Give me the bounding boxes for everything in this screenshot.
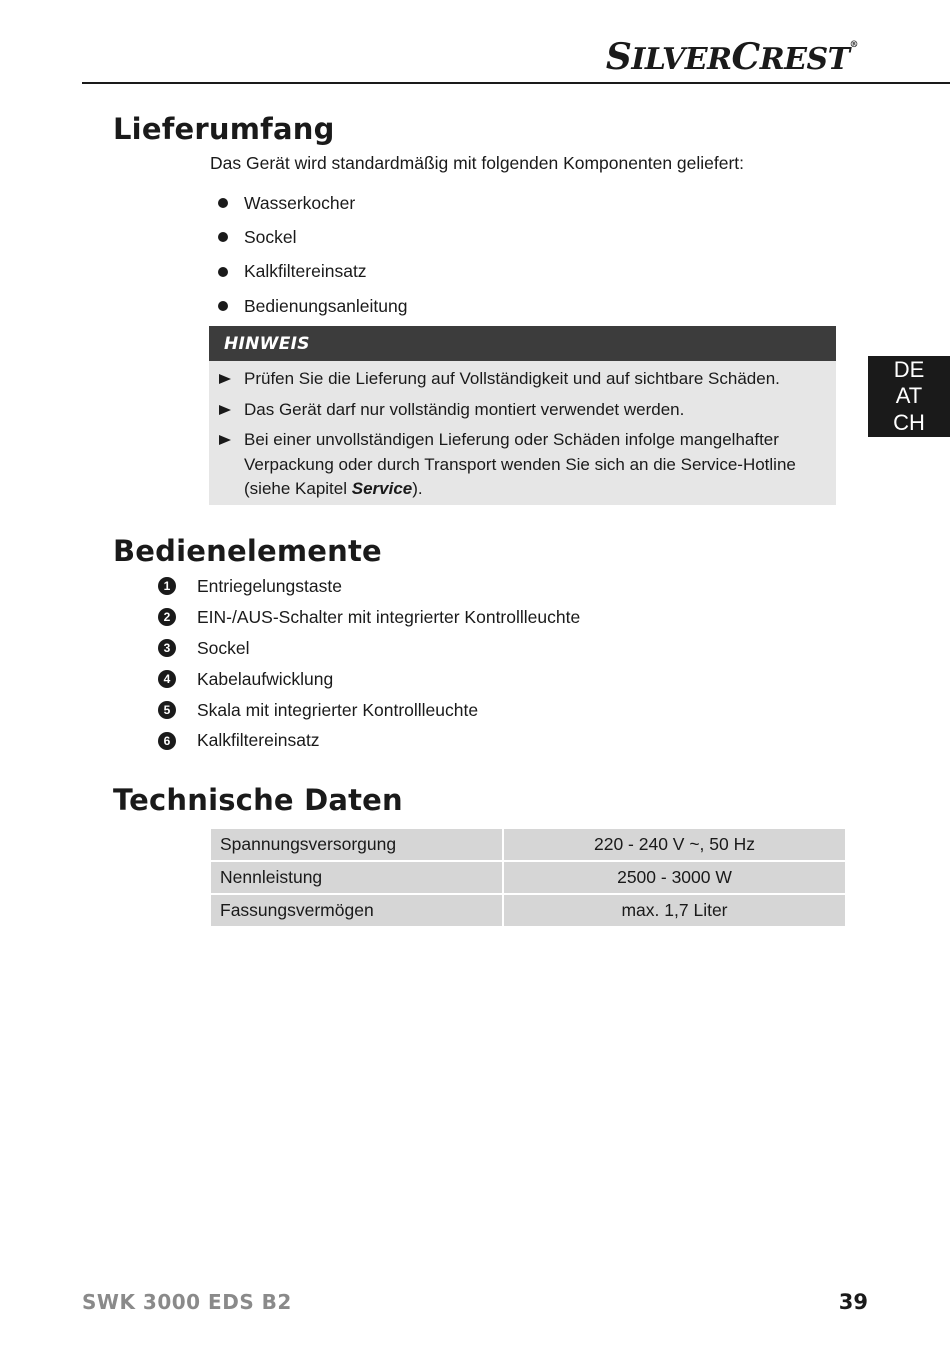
bullet-icon [218,232,228,242]
controls-list [158,571,580,756]
arrow-right-icon [219,405,231,415]
tech-table [211,829,845,928]
list-item: Bedienungsanleitung [216,289,407,323]
note-item: Das Gerät darf nur vollständig montiert verwendet werden. [219,398,820,423]
note-box [209,326,836,505]
number-badge-icon: 4 [158,670,176,688]
list-item: 5 Skala mit integrierter Kontrollleuchte [158,695,580,726]
delivery-list [216,186,407,323]
list-item: 6 Kalkfiltereinsatz [158,725,580,756]
bullet-icon [218,267,228,277]
number-badge-icon: 6 [158,732,176,750]
page-number: 39 [838,1290,868,1314]
bullet-icon [218,301,228,311]
heading-tech: Technische Daten [113,783,403,817]
number-badge-icon: 5 [158,701,176,719]
number-badge-icon: 1 [158,577,176,595]
arrow-right-icon [219,374,231,384]
delivery-intro: Das Gerät wird standardmäßig mit folgenden Komponenten geliefert: [210,153,745,173]
brand-logo: SILVERCREST® [605,36,858,78]
note-item: Bei einer unvollständigen Lieferung oder Schäden infolge mangelhafter Verpackung oder durch Transport wenden Sie sich an die Service-Hotline (siehe Kapitel Service). [219,428,820,502]
note-item: Prüfen Sie die Lieferung auf Vollständigkeit und auf sichtbare Schäden. [219,367,820,392]
list-item: 2 EIN-/AUS-Schalter mit integrierter Kontrollleuchte [158,602,580,633]
list-item: 3 Sockel [158,633,580,664]
language-tab: DE AT CH [868,356,950,437]
number-badge-icon: 2 [158,608,176,626]
list-item: 4 Kabelaufwicklung [158,664,580,695]
note-list [209,361,836,502]
number-badge-icon: 3 [158,639,176,657]
heading-controls: Bedienelemente [113,534,382,568]
list-item: Wasserkocher [216,186,407,220]
header-rule [82,82,950,84]
service-reference: Service [351,479,413,498]
table-row: Fassungsvermögen max. 1,7 Liter [211,895,845,928]
footer-model: SWK 3000 EDS B2 [82,1290,292,1314]
list-item: Kalkfiltereinsatz [216,255,407,289]
note-label: HINWEIS [209,326,836,361]
list-item: 1 Entriegelungstaste [158,571,580,602]
table-row: Nennleistung 2500 - 3000 W [211,862,845,895]
list-item: Sockel [216,220,407,254]
heading-delivery: Lieferumfang [113,112,335,146]
table-row: Spannungsversorgung 220 - 240 V ~, 50 Hz [211,829,845,862]
arrow-right-icon [219,435,231,445]
bullet-icon [218,198,228,208]
